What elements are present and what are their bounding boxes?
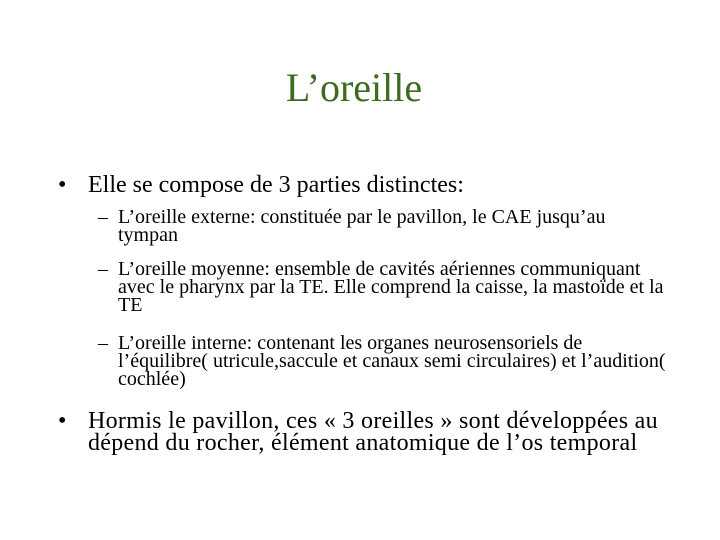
sub-bullet-item [98,208,668,244]
bullet-item [58,410,678,454]
sub-bullet-text: L’oreille externe: constituée par le pavillon, le CAE jusqu’au tympan [118,206,606,246]
bullet-item [58,174,678,196]
dash-marker: – [98,258,108,280]
sub-bullet-item [98,260,668,314]
sub-bullet-text: L’oreille moyenne: ensemble de cavités aériennes communiquant avec le pharynx par la TE. Elle comprend la caisse, la mastoïde et la TE [118,258,664,316]
slide-title: L’oreille [285,65,423,110]
bullet-text: Elle se compose de 3 parties distinctes: [88,172,464,198]
sub-bullet-text: L’oreille interne: contenant les organes neurosensoriels de l’équilibre( utricule,saccule et canaux semi circulaires) et l’audition( cochlée) [118,332,666,390]
bullet-text: Hormis le pavillon, ces « 3 oreilles » sont développées au dépend du rocher, élément anatomique de l’os temporal [88,408,658,456]
dash-marker: – [98,206,108,228]
sub-bullet-item [98,334,668,388]
dash-marker: – [98,332,108,354]
bullet-marker: • [58,172,67,198]
bullet-marker: • [58,408,67,434]
